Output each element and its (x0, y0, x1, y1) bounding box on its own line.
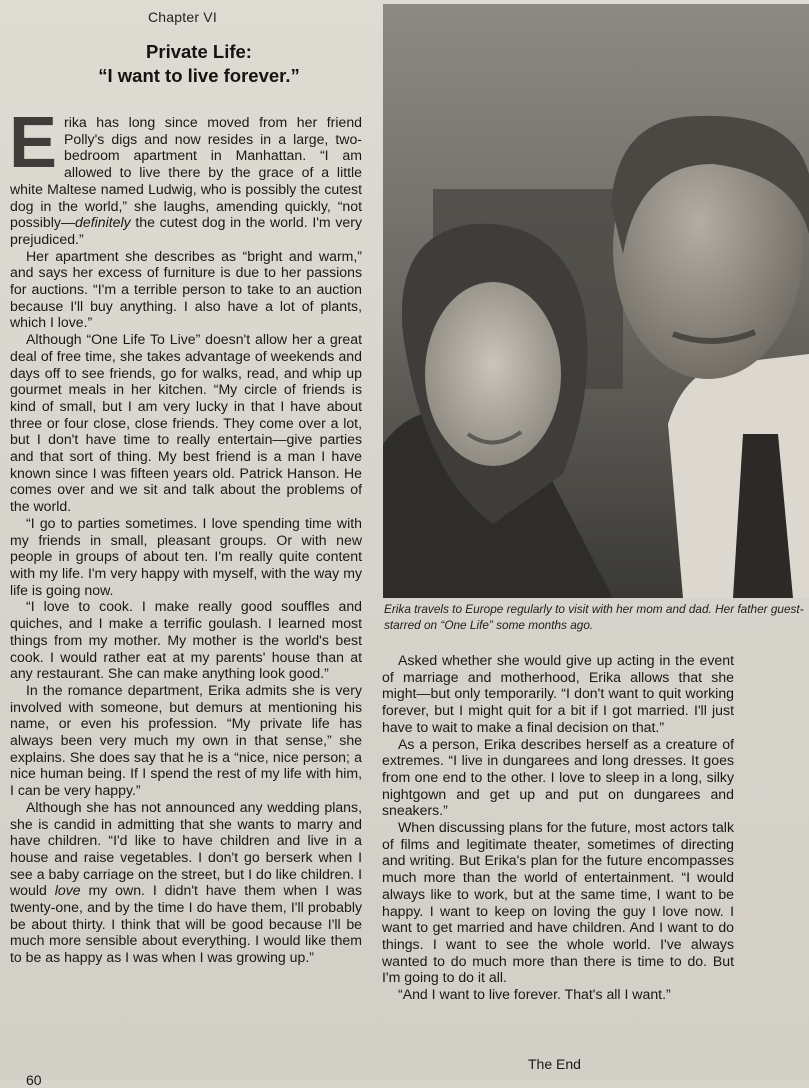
paragraph-4: “I go to parties sometimes. I love spending time with my friends in small, pleasant groups. Or with new people in groups of about ten. I'm really quite content with my life. I'm very happy with myself, with the way my life is going now. (10, 514, 362, 598)
article-title (20, 40, 378, 88)
the-end-label: The End (528, 1056, 581, 1072)
paragraph-10: When discussing plans for the future, most actors talk of films and legitimate theater, sometimes of directing and writing. But Erika's plan for the future encompasses much more than the world of entertainment. “I would always like to work, but at the same time, I want to be happy. I want to keep on loving the guy I love now. I want to get married and have children. And I want to do things. I want to see the whole world. I've always wanted to do much more than there is time to do. But I'm going to do it all. (382, 819, 734, 986)
drop-cap: E (9, 103, 58, 183)
paragraph-8: Asked whether she would give up acting in the event of marriage and motherhood, Erika allows that she might—but only temporarily. “I don't want to quit working forever, but I might quit for a bit if I got married. I'll just have to wait to make a final decision on that.” (382, 652, 734, 735)
title-line-1: Private Life: (146, 41, 252, 62)
photo-erika-and-father (383, 4, 809, 598)
paragraph-5: “I love to cook. I make really good souffles and quiches, and I make a terrific goulash. I learned most things from my mother. My mother is the world's best cook. I would rather eat at my parents' house than at any restaurant. She can make anything look good.” (10, 598, 362, 682)
paragraph-7: Although she has not announced any wedding plans, she is candid in admitting that she wants to marry and have children. “I'd like to have children and live in a house and raise vegetables. I don't go berserk when I see a baby carriage on the street, but I do like children. I would love my own. I didn't have them when I was twenty-one, and by the time I do have them, I'll probably be about thirty. I think that will be good because I'll be much more sensible about everything. I would like them to be as happy as I was when I was growing up.” (10, 798, 362, 966)
paragraph-9: As a person, Erika describes herself as a creature of extremes. “I live in dungarees and long dresses. It goes from one end to the other. I love to sleep in a long, silky nightgown and get up and put on dungarees and sneakers.” (382, 735, 734, 819)
paragraph-2: Her apartment she describes as “bright and warm,” and says her excess of furniture is due to her passions for auctions. “I'm a terrible person to take to an auction because I'll buy anything. I also have a lot of plants, which I love.” (10, 247, 362, 331)
paragraph-1: Erika has long since moved from her friend Polly's digs and now resides in a large, two-bedroom apartment in Manhattan. “I am allowed to live there by the grace of a little white Maltese named Ludwig, who is possibly the cutest dog in the world,” she laughs, amending quickly, “not possibly—definitely the cutest dog in the world. I'm very prejudiced.” (9, 103, 362, 247)
chapter-label: Chapter VI (148, 9, 217, 25)
photo-caption: Erika travels to Europe regularly to visit with her mom and dad. Her father guest-starred on “One Life” some months ago. (384, 602, 804, 632)
paragraph-3: Although “One Life To Live” doesn't allow her a great deal of free time, she takes advantage of weekends and days off to see friends, go for walks, read, and whip up gourmet meals in her kitchen. “My circle of friends is kind of small, but I am very lucky in that I have about three or four close, close friends. They come over a lot, but I don't have time to really entertain—give parties and that sort of thing. My best friend is a man I have known since I was fifteen years old. Patrick Hanson. He comes over and we sit and talk about the problems of the world. (10, 331, 362, 515)
title-line-2: “I want to live forever.” (98, 65, 300, 86)
paragraph-6: In the romance department, Erika admits she is very involved with someone, but demurs at mentioning his name, or even his profession. “My private life has always been very much my own in that sense,” she explains. She does say that he is a “nice, nice person; a nice human being. If I spend the rest of my life with him, I can be very happy.” (10, 681, 362, 799)
right-column (382, 652, 734, 1003)
page-number: 60 (26, 1072, 42, 1088)
left-column (9, 103, 362, 966)
paragraph-11: “And I want to live forever. That's all I want.” (398, 986, 671, 1003)
